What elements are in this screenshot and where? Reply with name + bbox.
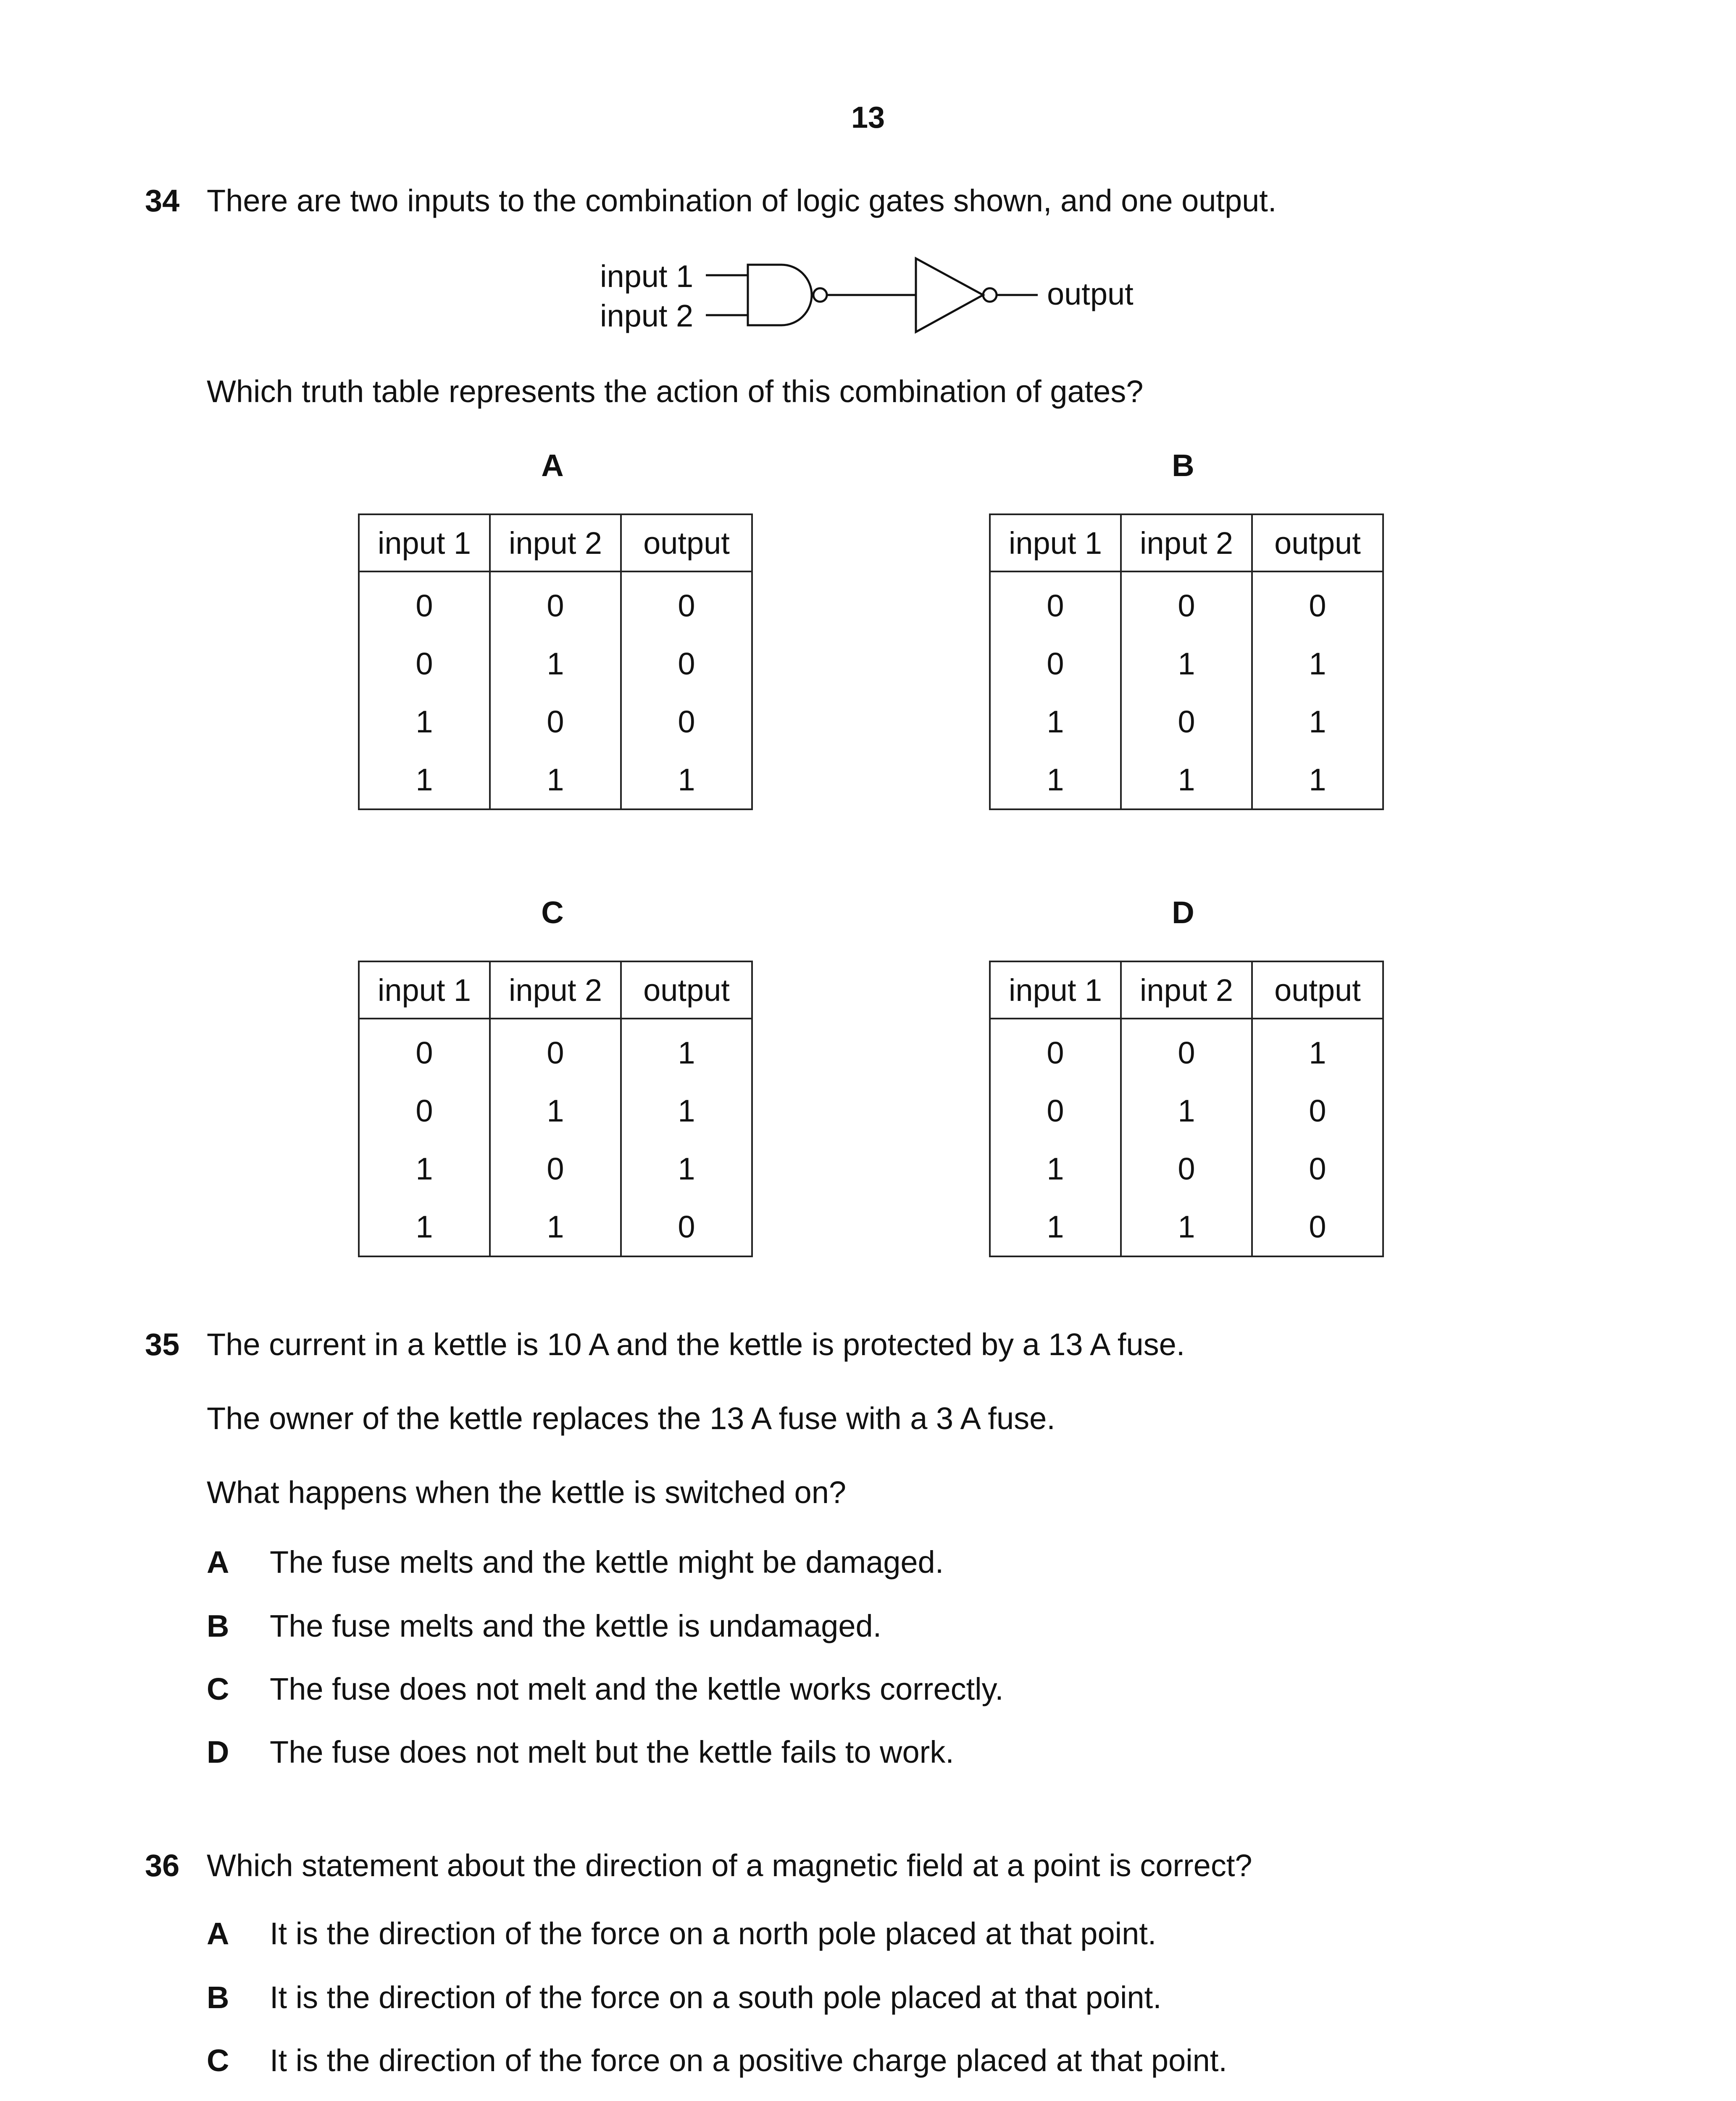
table-cell: 0 bbox=[990, 635, 1121, 692]
table-cell: 0 bbox=[621, 635, 752, 692]
q35-option-c-text: The fuse does not melt and the kettle works correctly. bbox=[270, 1672, 1004, 1706]
table-cell: 0 bbox=[490, 1019, 621, 1082]
q35-option-d-text: The fuse does not melt but the kettle fails to work. bbox=[270, 1735, 954, 1769]
table-header-row bbox=[990, 514, 1383, 571]
question-35-line-1: The current in a kettle is 10 A and the kettle is protected by a 13 A fuse. bbox=[207, 1327, 1185, 1362]
q35-option-b-letter: B bbox=[207, 1609, 229, 1643]
table-cell: 0 bbox=[490, 571, 621, 635]
table-cell: 0 bbox=[990, 1019, 1121, 1082]
table-row bbox=[990, 571, 1383, 635]
table-cell: 1 bbox=[1252, 750, 1383, 809]
question-36-text: Which statement about the direction of a magnetic field at a point is correct? bbox=[207, 1848, 1252, 1883]
circuit-input-2-label: input 2 bbox=[600, 298, 694, 333]
column-header: input 2 bbox=[490, 514, 621, 571]
circuit-output-label: output bbox=[1047, 276, 1134, 311]
table-cell: 1 bbox=[621, 1019, 752, 1082]
not-gate-icon bbox=[916, 258, 983, 332]
table-cell: 1 bbox=[621, 1082, 752, 1140]
truth-table-c bbox=[358, 961, 753, 1257]
table-row bbox=[359, 635, 752, 692]
q35-option-d-letter: D bbox=[207, 1735, 229, 1769]
table-header-row bbox=[359, 961, 752, 1019]
table-row bbox=[990, 1082, 1383, 1140]
table-row bbox=[359, 1019, 752, 1082]
column-header: output bbox=[621, 514, 752, 571]
table-row bbox=[359, 571, 752, 635]
column-header: input 1 bbox=[990, 961, 1121, 1019]
table-c-label: C bbox=[541, 895, 564, 930]
table-header-row bbox=[359, 514, 752, 571]
table-cell: 0 bbox=[1252, 1140, 1383, 1198]
table-cell: 0 bbox=[1121, 1019, 1252, 1082]
table-cell: 0 bbox=[490, 692, 621, 750]
truth-table-b bbox=[989, 513, 1384, 810]
table-row bbox=[990, 635, 1383, 692]
table-cell: 1 bbox=[1252, 692, 1383, 750]
table-cell: 0 bbox=[1121, 692, 1252, 750]
table-cell: 1 bbox=[1121, 1082, 1252, 1140]
table-row bbox=[990, 750, 1383, 809]
table-cell: 0 bbox=[1121, 1140, 1252, 1198]
table-cell: 0 bbox=[1252, 1082, 1383, 1140]
column-header: input 1 bbox=[359, 961, 490, 1019]
table-cell: 0 bbox=[1121, 571, 1252, 635]
table-cell: 1 bbox=[1252, 1019, 1383, 1082]
table-cell: 0 bbox=[359, 571, 490, 635]
column-header: input 2 bbox=[490, 961, 621, 1019]
table-cell: 0 bbox=[990, 571, 1121, 635]
q35-option-a-letter: A bbox=[207, 1545, 229, 1580]
table-cell: 0 bbox=[990, 1082, 1121, 1140]
table-cell: 1 bbox=[359, 750, 490, 809]
question-34-text: There are two inputs to the combination of logic gates shown, and one output. bbox=[207, 183, 1277, 218]
table-cell: 1 bbox=[621, 750, 752, 809]
page-number: 13 bbox=[851, 101, 885, 134]
nand-gate-icon bbox=[748, 265, 812, 325]
column-header: input 2 bbox=[1121, 514, 1252, 571]
table-cell: 1 bbox=[1121, 1198, 1252, 1256]
table-row bbox=[990, 1140, 1383, 1198]
circuit-input-1-label: input 1 bbox=[600, 259, 694, 294]
q36-option-c-text: It is the direction of the force on a positive charge placed at that point. bbox=[270, 2043, 1227, 2078]
column-header: input 2 bbox=[1121, 961, 1252, 1019]
q36-option-a-letter: A bbox=[207, 1916, 229, 1951]
table-b-label: B bbox=[1172, 448, 1194, 483]
table-cell: 1 bbox=[490, 635, 621, 692]
table-row bbox=[359, 750, 752, 809]
q36-option-a-text: It is the direction of the force on a north pole placed at that point. bbox=[270, 1916, 1157, 1951]
question-35-prompt: What happens when the kettle is switched on? bbox=[207, 1475, 847, 1510]
question-35-line-2: The owner of the kettle replaces the 13 A fuse with a 3 A fuse. bbox=[207, 1401, 1055, 1436]
truth-table-a bbox=[358, 513, 753, 810]
q36-option-b-letter: B bbox=[207, 1980, 229, 2015]
logic-circuit-diagram bbox=[702, 252, 1046, 345]
table-cell: 0 bbox=[621, 1198, 752, 1256]
table-cell: 1 bbox=[1121, 750, 1252, 809]
table-cell: 0 bbox=[621, 692, 752, 750]
q35-option-a-text: The fuse melts and the kettle might be damaged. bbox=[270, 1545, 944, 1580]
table-cell: 1 bbox=[990, 1140, 1121, 1198]
table-cell: 1 bbox=[1121, 635, 1252, 692]
column-header: output bbox=[621, 961, 752, 1019]
table-cell: 0 bbox=[359, 635, 490, 692]
table-row bbox=[990, 1198, 1383, 1256]
table-row bbox=[359, 692, 752, 750]
table-row bbox=[359, 1082, 752, 1140]
question-36-number: 36 bbox=[145, 1848, 180, 1883]
q35-option-c-letter: C bbox=[207, 1672, 229, 1706]
column-header: input 1 bbox=[359, 514, 490, 571]
nand-bubble bbox=[813, 288, 827, 302]
q35-option-b-text: The fuse melts and the kettle is undamaged. bbox=[270, 1609, 882, 1643]
table-cell: 0 bbox=[359, 1019, 490, 1082]
question-34-number: 34 bbox=[145, 183, 180, 218]
table-cell: 0 bbox=[490, 1140, 621, 1198]
table-cell: 1 bbox=[359, 1198, 490, 1256]
table-cell: 1 bbox=[490, 1198, 621, 1256]
truth-table-d bbox=[989, 961, 1384, 1257]
table-row bbox=[359, 1198, 752, 1256]
table-cell: 1 bbox=[990, 750, 1121, 809]
column-header: input 1 bbox=[990, 514, 1121, 571]
table-cell: 1 bbox=[990, 692, 1121, 750]
table-cell: 1 bbox=[490, 1082, 621, 1140]
table-row bbox=[990, 692, 1383, 750]
q36-option-c-letter: C bbox=[207, 2043, 229, 2078]
table-row bbox=[990, 1019, 1383, 1082]
table-cell: 1 bbox=[990, 1198, 1121, 1256]
table-header-row bbox=[990, 961, 1383, 1019]
table-a-label: A bbox=[541, 448, 564, 483]
question-34-prompt: Which truth table represents the action of this combination of gates? bbox=[207, 374, 1144, 409]
table-cell: 0 bbox=[1252, 571, 1383, 635]
table-cell: 1 bbox=[490, 750, 621, 809]
column-header: output bbox=[1252, 514, 1383, 571]
table-cell: 0 bbox=[1252, 1198, 1383, 1256]
table-cell: 1 bbox=[359, 1140, 490, 1198]
table-cell: 1 bbox=[359, 692, 490, 750]
question-35-number: 35 bbox=[145, 1327, 180, 1362]
column-header: output bbox=[1252, 961, 1383, 1019]
table-cell: 1 bbox=[1252, 635, 1383, 692]
table-cell: 0 bbox=[621, 571, 752, 635]
table-row bbox=[359, 1140, 752, 1198]
q36-option-b-text: It is the direction of the force on a south pole placed at that point. bbox=[270, 1980, 1162, 2015]
table-d-label: D bbox=[1172, 895, 1194, 930]
table-cell: 0 bbox=[359, 1082, 490, 1140]
table-cell: 1 bbox=[621, 1140, 752, 1198]
